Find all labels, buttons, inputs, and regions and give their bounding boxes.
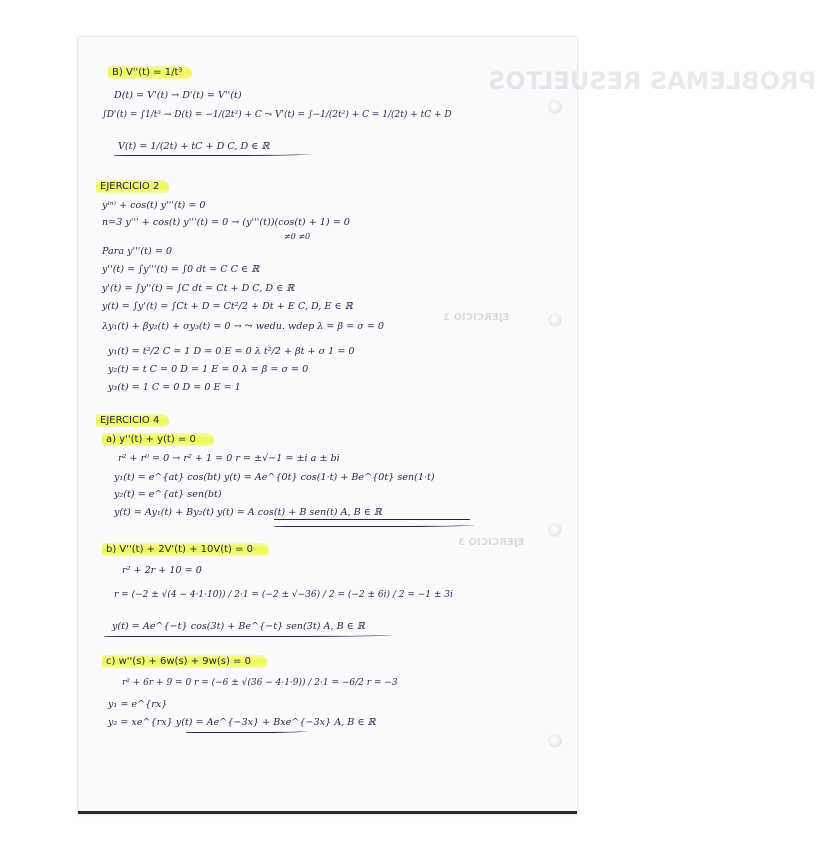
subsection-heading: b) V''(t) + 2V'(t) + 10V(t) = 0	[102, 543, 269, 556]
handwritten-line: y₁(t) = t²/2 C = 1 D = 0 E = 0 λ t²/2 + βt + σ 1 = 0	[108, 346, 355, 357]
handwritten-line: y₂ = xe^{rx} y(t) = Ae^{−3x} + Bxe^{−3x} A, B ∈ ℝ	[108, 717, 376, 728]
handwritten-line: r² + 2r + 10 = 0	[122, 565, 202, 576]
handwritten-line: λy₁(t) + βy₂(t) + σy₃(t) = 0 → ⤳ wedu. wdep λ = β = σ = 0	[102, 321, 384, 332]
handwritten-line: y₁ = e^{rx}	[108, 699, 168, 710]
result-underline	[114, 151, 310, 156]
handwritten-line: y₂(t) = e^{at} sen(bt)	[114, 489, 222, 500]
handwritten-line: D(t) = V'(t) → D'(t) = V''(t)	[114, 90, 242, 101]
handwritten-line: r = (−2 ± √(4 − 4·1·10)) / 2·1 = (−2 ± √−36) / 2 = (−2 ± 6i) / 2 = −1 ± 3i	[114, 590, 453, 600]
subsection-heading: c) w''(s) + 6w(s) + 9w(s) = 0	[102, 655, 267, 668]
handwritten-line: y(t) = Ay₁(t) + By₂(t) y(t) = A cos(t) + B sen(t) A, B ∈ ℝ	[114, 507, 382, 518]
binder-hole	[549, 314, 561, 326]
show-through-heading: EJERCICIO 1	[443, 312, 510, 323]
handwritten-line: y''(t) = ∫y'''(t) = ∫0 dt = C C ∈ ℝ	[102, 264, 260, 275]
handwritten-line: y₃(t) = 1 C = 0 D = 0 E = 1	[108, 382, 241, 393]
subsection-heading: a) y''(t) + y(t) = 0	[102, 433, 214, 446]
binder-hole	[549, 101, 561, 113]
section-heading: EJERCICIO 4	[96, 414, 169, 427]
handwritten-line: y₁(t) = e^{at} cos(bt) y(t) = Ae^{0t} cos(1·t) + Be^{0t} sen(1·t)	[114, 472, 435, 483]
handwritten-note: ≠0 ≠0	[284, 232, 311, 241]
result-underline	[274, 519, 470, 520]
result-underline	[104, 632, 392, 637]
binder-hole	[549, 735, 561, 747]
show-through-heading: EJERCICIO 3	[458, 537, 525, 548]
section-heading: EJERCICIO 2	[96, 180, 169, 193]
handwritten-line: y₂(t) = t C = 0 D = 1 E = 0 λ = β = σ = 0	[108, 364, 309, 375]
handwritten-line: ∫D'(t) = ∫1/t³ → D(t) = −1/(2t²) + C ⤳ V'(t) = ∫−1/(2t²) + C = 1/(2t) + tC + D	[102, 110, 452, 120]
result-underline	[274, 522, 474, 527]
handwritten-result: y(t) = Ae^{−t} cos(3t) + Be^{−t} sen(3t) A, B ∈ ℝ	[112, 621, 365, 632]
show-through-title: PROBLEMAS RESUELTOS	[488, 67, 816, 95]
result-underline	[186, 728, 308, 733]
handwritten-line: Para y'''(t) = 0	[102, 246, 173, 257]
binder-hole	[549, 524, 561, 536]
handwritten-line: y⁽ⁿ⁾ + cos(t) y'''(t) = 0	[102, 200, 206, 211]
handwritten-line: n=3 y''' + cos(t) y'''(t) = 0 → (y'''(t))(cos(t) + 1) = 0	[102, 217, 350, 228]
handwritten-line: r² + r⁰ = 0 → r² + 1 = 0 r = ±√−1 = ±i a ± bi	[118, 453, 340, 464]
handwritten-line: y(t) = ∫y'(t) = ∫Ct + D = Ct²/2 + Dt + E C, D, E ∈ ℝ	[102, 301, 353, 312]
handwritten-result: V(t) = 1/(2t) + tC + D C, D ∈ ℝ	[118, 141, 270, 152]
handwritten-line: y'(t) = ∫y''(t) = ∫C dt = Ct + D C, D ∈ ℝ	[102, 283, 295, 294]
section-heading: B) V''(t) = 1/t³	[108, 66, 192, 79]
handwritten-line: r² + 6r + 9 = 0 r = (−6 ± √(36 − 4·1·9)) / 2·1 = −6/2 r = −3	[122, 678, 398, 688]
notebook-page	[78, 37, 816, 814]
